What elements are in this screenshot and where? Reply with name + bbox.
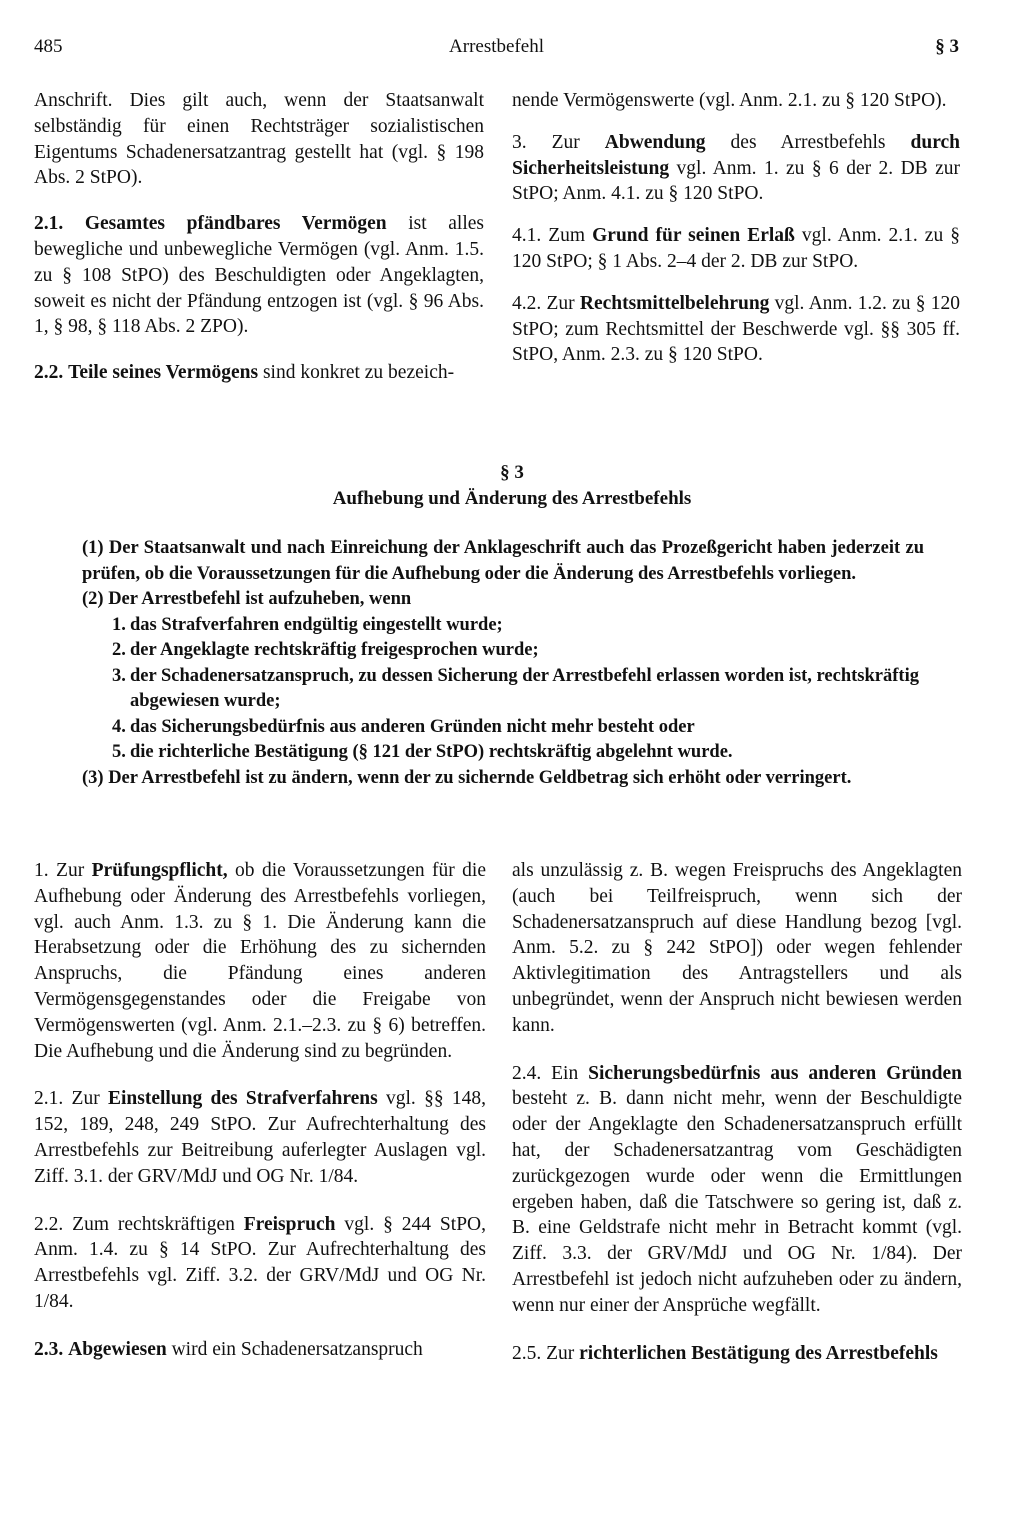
list-item: 2. der Angeklagte rechtskräftig freigesprochen wurde; <box>112 640 539 660</box>
paragraph: 3. Zur Abwendung des Arrestbefehls durch Sicherheitsleistung vgl. Anm. 1. zu § 6 der 2. DB zur StPO; Anm. 4.1. zu § 120 StPO. <box>512 131 960 205</box>
statute-text <box>82 536 924 791</box>
running-title: Arrestbefehl <box>449 36 544 57</box>
running-section: § 3 <box>935 36 959 57</box>
paragraph: 4.2. Zur Rechtsmittelbelehrung vgl. Anm. 1.2. zu § 120 StPO; zum Rechtsmittel der Beschwerde vgl. §§ 305 ff. StPO, Anm. 2.3. zu § 120 StPO. <box>512 292 961 366</box>
paragraph: 4.1. Zum Grund für seinen Erlaß vgl. Anm. 2.1. zu § 120 StPO; § 1 Abs. 2–4 der 2. DB zur StPO. <box>512 225 960 272</box>
bottom-left-column <box>34 858 486 1363</box>
statute-list <box>82 613 924 766</box>
paragraph: nende Vermögenswerte (vgl. Anm. 2.1. zu § 120 StPO). <box>512 90 947 111</box>
list-item: 3. der Schadenersatzanspruch, zu dessen Sicherung der Arrestbefehl erlassen worden ist, rechtskräftig abgewiesen wurde; <box>112 665 919 711</box>
paragraph: 2.1. Zur Einstellung des Strafverfahrens vgl. §§ 148, 152, 189, 248, 249 StPO. Zur Aufrechterhaltung des Arrestbefehls zur Beitreibung auferlegter Auslagen vgl. Ziff. 3.1. der GRV/MdJ und OG Nr. 1/84. <box>34 1088 487 1187</box>
paragraph: 2.4. Ein Sicherungsbedürfnis aus anderen Gründen besteht z. B. dann nicht mehr, wenn der Beschuldigte oder der Angeklagte den Schadenersatzanspruch erfüllt hat, der Schadenersatzantrag vom Geschädigten zurückgezogen wurde oder wenn die Ermittlungen ergeben haben, daß die Tatschwere so gering ist, daß z. B. eine Geldstrafe nicht mehr in Betracht kommt (vgl. Ziff. 3.3. der GRV/MdJ und OG Nr. 1/84). Der Arrestbefehl ist jedoch nicht aufzuheben oder zu ändern, wenn nur einer der Ansprüche wegfällt. <box>512 1062 962 1316</box>
paragraph: 2.1. Gesamtes pfändbares Vermögen ist alles bewegliche und unbewegliche Vermögen (vgl. Anm. 1.5. zu § 108 StPO) des Beschuldigten oder Angeklagten, soweit es nicht der Pfändung entzogen ist (vgl. § 96 Abs. 1, § 98, § 118 Abs. 2 ZPO). <box>34 213 484 338</box>
paragraph: als unzulässig z. B. wegen Freispruchs des Angeklagten (auch bei Teilfreispruch, wenn sich der Schadenersatzanspruch auf diese Handlung bezog [vgl. Anm. 5.2. zu § 242 StPO]) oder wegen fehlender Aktivlegitimation des Antragstellers und als unbegründet, wenn der Anspruch nicht bewiesen werden kann. <box>512 860 962 1036</box>
statute-paragraph-1: (1) Der Staatsanwalt und nach Einreichung der Anklageschrift auch das Prozeßgericht haben jederzeit zu prüfen, ob die Voraussetzungen für die Aufhebung oder die Änderung des Arrestbefehls vorliegen. <box>82 538 924 584</box>
paragraph: 2.2. Teile seines Vermögens sind konkret zu bezeich- <box>34 362 455 384</box>
top-right-column <box>512 88 960 368</box>
paragraph: 2.3. Abgewiesen wird ein Schadenersatzanspruch <box>34 1338 423 1360</box>
list-item: 4. das Sicherungsbedürfnis aus anderen Gründen nicht mehr besteht oder <box>112 716 695 737</box>
paragraph: 2.2. Zum rechtskräftigen Freispruch vgl. § 244 StPO, Anm. 1.4. zu § 14 StPO. Zur Aufrechterhaltung des Arrestbefehls vgl. Ziff. 3.2. der GRV/MdJ und OG Nr. 1/84. <box>34 1213 487 1312</box>
page-header <box>34 36 959 66</box>
paragraph: Anschrift. Dies gilt auch, wenn der Staatsanwalt selbständig für einen Rechtsträger sozialistischen Eigentums Schadenersatzantrag gestellt hat (vgl. § 198 Abs. 2 StPO). <box>34 90 484 189</box>
section-title: Aufhebung und Änderung des Arrestbefehls <box>332 488 692 509</box>
statute-paragraph-3: (3) Der Arrestbefehl ist zu ändern, wenn der zu sichernde Geldbetrag sich erhöht oder verringert. <box>82 767 852 788</box>
paragraph: 2.5. Zur richterlichen Bestätigung des Arrestbefehls <box>512 1342 938 1364</box>
bottom-right-column <box>512 858 962 1366</box>
page-number: 485 <box>34 36 63 57</box>
list-item: 1. das Strafverfahren endgültig eingestellt wurde; <box>112 614 503 635</box>
paragraph: 1. Zur Prüfungspflicht, ob die Voraussetzungen für die Aufhebung oder Änderung des Arrestbefehls vorliegen, vgl. auch Anm. 1.3. zu § 1. Die Änderung kann die Herabsetzung oder die Erhöhung des zu sichernden Anspruchs, die Pfändung eines anderen Vermögensgegenstandes oder die Freigabe von Vermögenswerten (vgl. Anm. 2.1.–2.3. zu § 6) betreffen. Die Aufhebung und die Änderung sind zu begründen. <box>34 860 487 1062</box>
list-item: 5. die richterliche Bestätigung (§ 121 der StPO) rechtskräftig abgelehnt wurde. <box>112 742 733 762</box>
top-left-column <box>34 88 484 386</box>
section-number: § 3 <box>500 462 524 483</box>
statute-paragraph-2: (2) Der Arrestbefehl ist aufzuheben, wenn <box>82 589 412 609</box>
